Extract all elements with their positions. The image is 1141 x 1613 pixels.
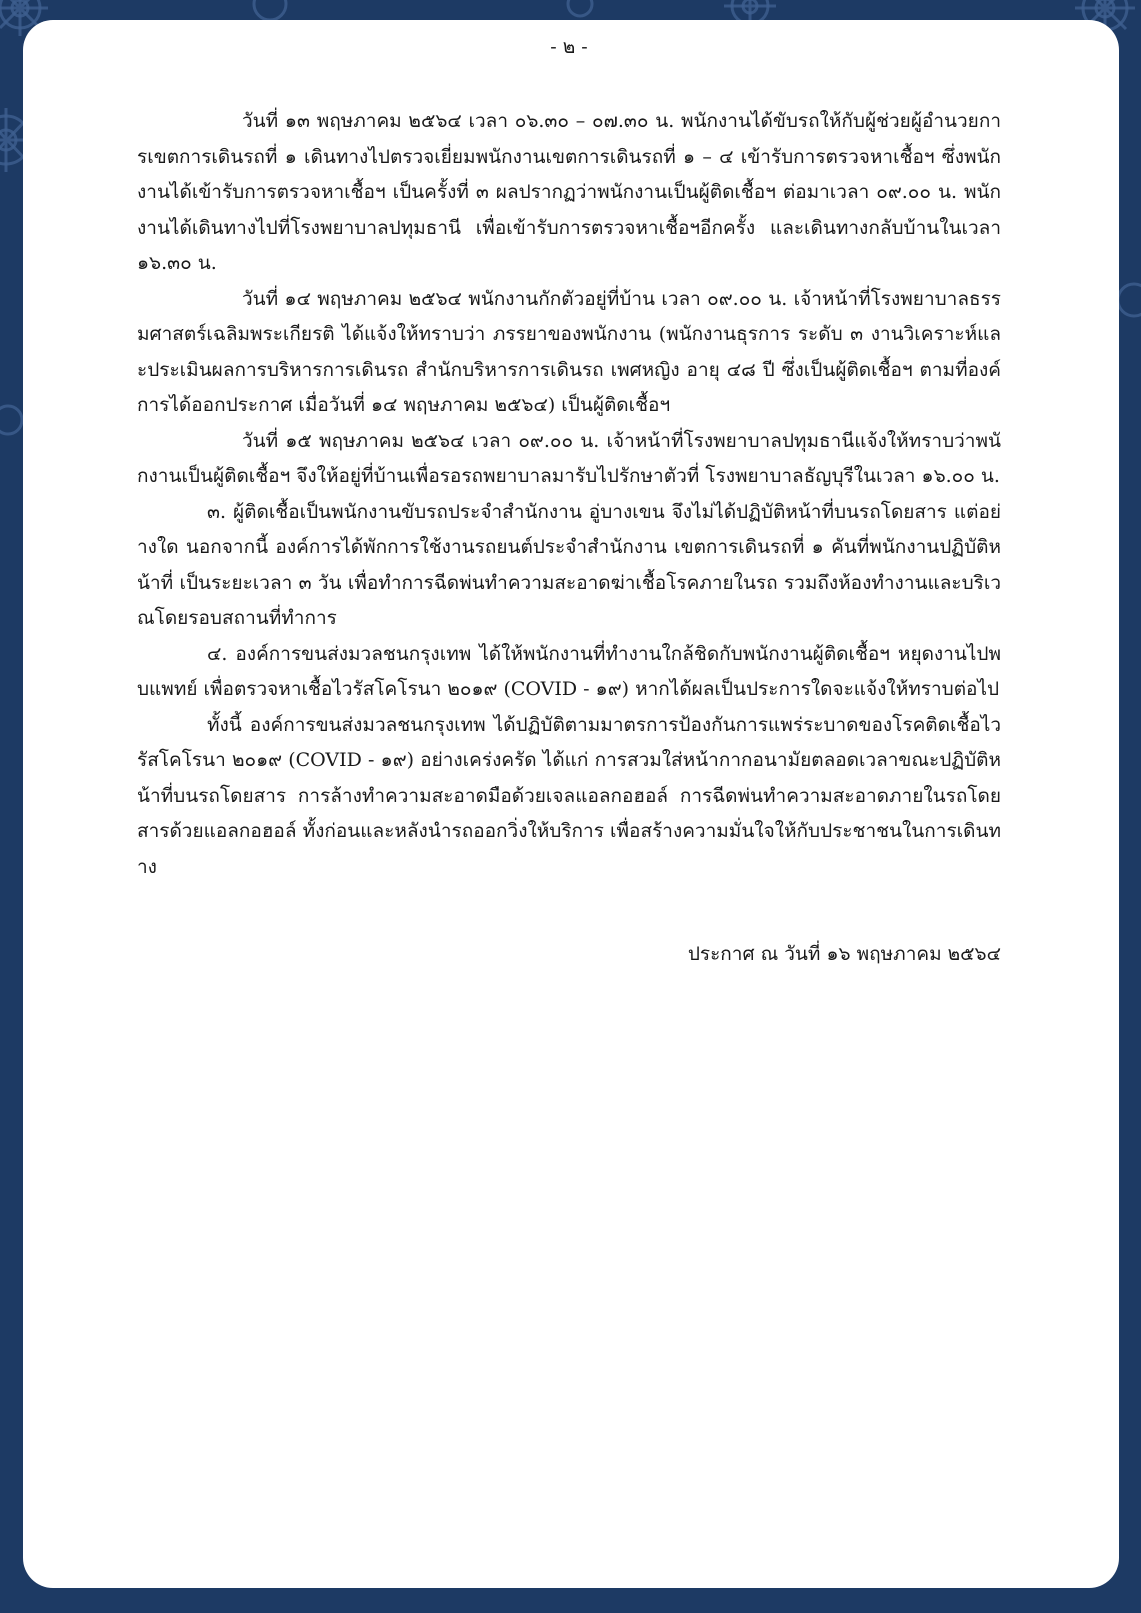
paragraph-item-3: ๓. ผู้ติดเชื้อเป็นพนักงานขับรถประจำสำนักงาน อู่บางเขน จึงไม่ได้ปฏิบัติหน้าที่บนรถโดยสาร แต่อย่างใด นอกจากนี้ องค์การได้พักการใช้งานรถยนต์ประจำสำนักงาน เขตการเดินรถที่ ๑ คันที่พนักงานปฏิบัติหน้าที่ เป็นระยะเวลา ๓ วัน เพื่อทำการฉีดพ่นทำความสะอาดฆ่าเชื้อโรคภายในรถ รวมถึงห้องทำงานและบริเวณโดยรอบสถานที่ทำการ (137, 500, 1001, 629)
paragraph-may-14: วันที่ ๑๔ พฤษภาคม ๒๕๖๔ พนักงานกักตัวอยู่ที่บ้าน เวลา ๐๙.๐๐ น. เจ้าหน้าที่โรงพยาบาลธรรมศาสตร์เฉลิมพระเกียรติ ได้แจ้งให้ทราบว่า ภรรยาของพนักงาน (พนักงานธุรการ ระดับ ๓ งานวิเคราะห์และประเมินผลการบริหารการเดินรถ สำนักบริหารการเดินรถ เพศหญิง อายุ ๔๘ ปี ซึ่งเป็นผู้ติดเชื้อฯ ตามที่องค์การได้ออกประกาศ เมื่อวันที่ ๑๔ พฤษภาคม ๒๕๖๔) เป็นผู้ติดเชื้อฯ (137, 287, 1001, 416)
announcement-date: ประกาศ ณ วันที่ ๑๖ พฤษภาคม ๒๕๖๔ (687, 943, 1001, 965)
document-page (23, 20, 1119, 1588)
paragraph-may-15: วันที่ ๑๕ พฤษภาคม ๒๕๖๔ เวลา ๐๙.๐๐ น. เจ้าหน้าที่โรงพยาบาลปทุมธานีแจ้งให้ทราบว่าพนักงานเป็นผู้ติดเชื้อฯ จึงให้อยู่ที่บ้านเพื่อรอรถพยาบาลมารับไปรักษาตัวที่ โรงพยาบาลธัญบุรีในเวลา ๑๖.๐๐ น. (137, 429, 1001, 487)
paragraph-may-13: วันที่ ๑๓ พฤษภาคม ๒๕๖๔ เวลา ๐๖.๓๐ – ๐๗.๓๐ น. พนักงานได้ขับรถให้กับผู้ช่วยผู้อำนวยการเขตการเดินรถที่ ๑ เดินทางไปตรวจเยี่ยมพนักงานเขตการเดินรถที่ ๑ – ๔ เข้ารับการตรวจหาเชื้อฯ ซึ่งพนักงานได้เข้ารับการตรวจหาเชื้อฯ เป็นครั้งที่ ๓ ผลปรากฏว่าพนักงานเป็นผู้ติดเชื้อฯ ต่อมาเวลา ๐๙.๐๐ น. พนักงานได้เดินทางไปที่โรงพยาบาลปทุมธานี เพื่อเข้ารับการตรวจหาเชื้อฯอีกครั้ง และเดินทางกลับบ้านในเวลา ๑๖.๓๐ น. (137, 110, 1001, 274)
page-number: - ๒ - (550, 36, 588, 58)
paragraph-item-4: ๔. องค์การขนส่งมวลชนกรุงเทพ ได้ให้พนักงานที่ทำงานใกล้ชิดกับพนักงานผู้ติดเชื้อฯ หยุดงานไปพบแพทย์ เพื่อตรวจหาเชื้อไวรัสโคโรนา ๒๐๑๙ (COVID - ๑๙) หากได้ผลเป็นประการใดจะแจ้งให้ทราบต่อไป (137, 642, 1001, 700)
paragraph-measures: ทั้งนี้ องค์การขนส่งมวลชนกรุงเทพ ได้ปฏิบัติตามมาตรการป้องกันการแพร่ระบาดของโรคติดเชื้อไวรัสโคโรนา ๒๐๑๙ (COVID - ๑๙) อย่างเคร่งครัด ได้แก่ การสวมใส่หน้ากากอนามัยตลอดเวลาขณะปฏิบัติหน้าที่บนรถโดยสาร การล้างทำความสะอาดมือด้วยเจลแอลกอฮอล์ การฉีดพ่นทำความสะอาดภายในรถโดยสารด้วยแอลกอฮอล์ ทั้งก่อนและหลังนำรถออกวิ่งให้บริการ เพื่อสร้างความมั่นใจให้กับประชาชนในการเดินทาง (137, 713, 1001, 878)
